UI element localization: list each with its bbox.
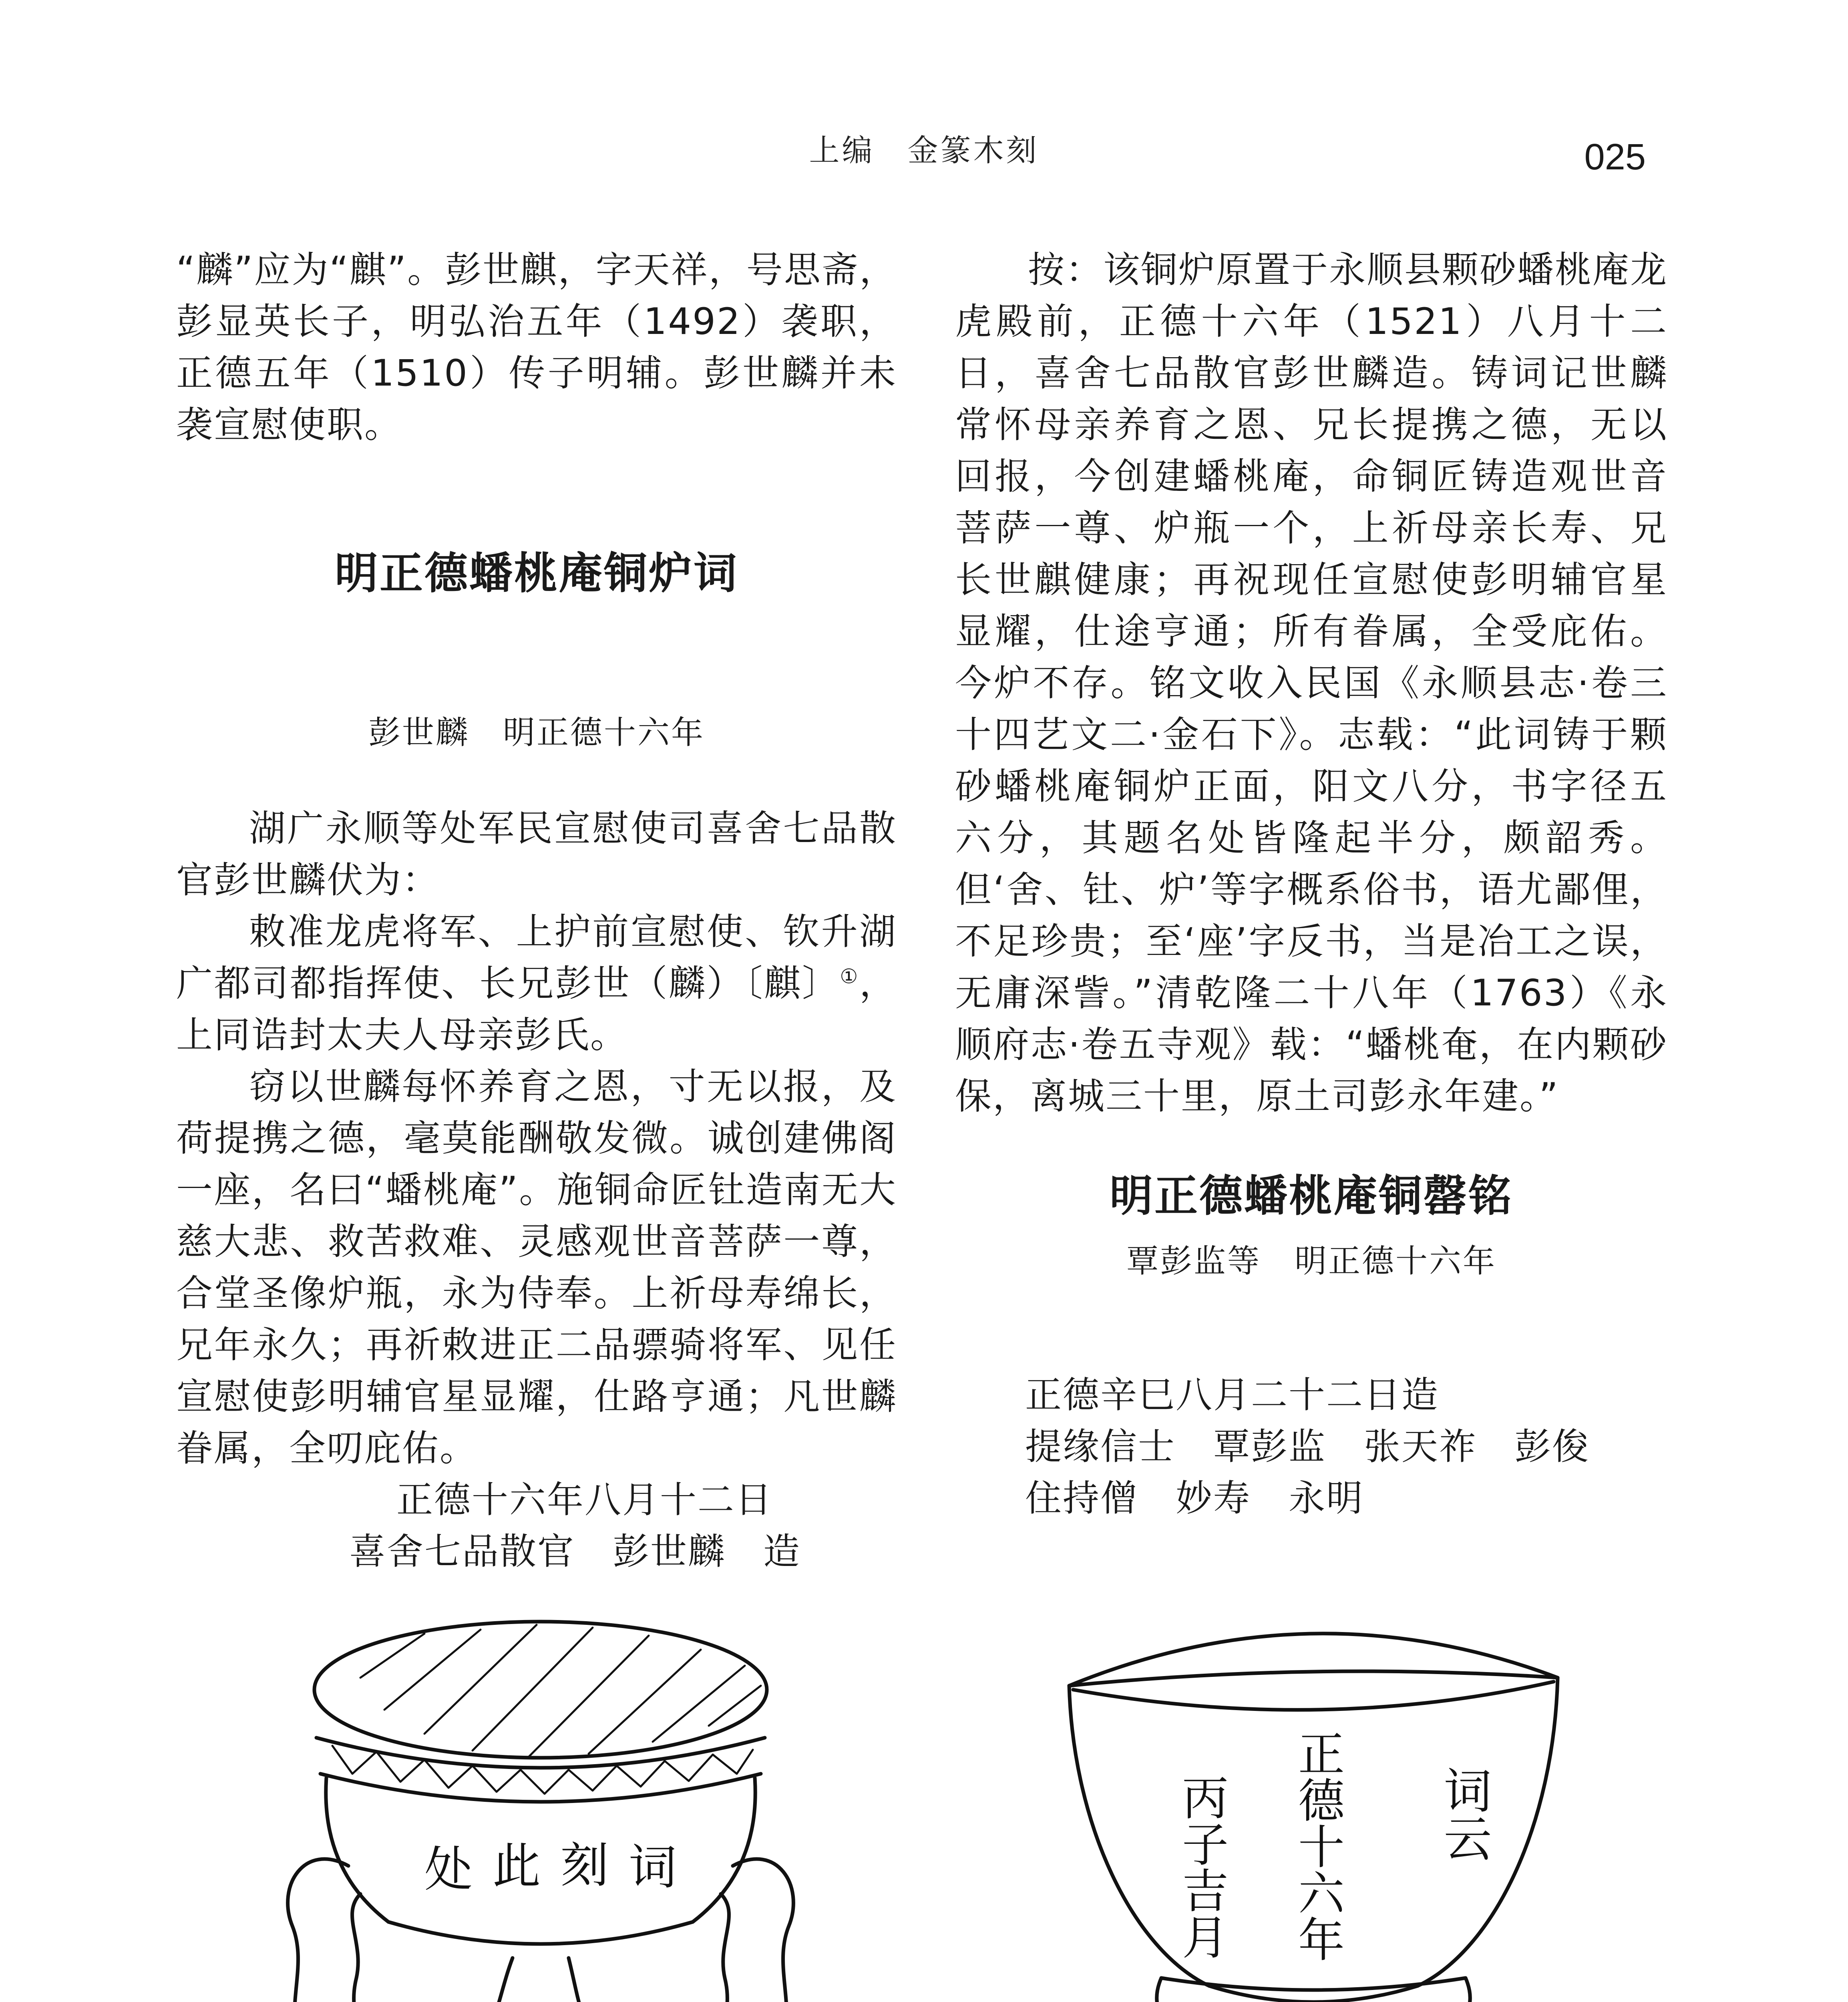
inscription-paragraph: 湖广永顺等处军民宣慰使司喜舍七品散官彭世麟伏为： (176, 808, 897, 901)
inscription-text (176, 803, 897, 1578)
inscription-char: 此 (493, 1839, 541, 1894)
front-leg (479, 1958, 600, 2002)
inscription-line: 住持僧 妙寿 永明 (1025, 1477, 1364, 1520)
inscription-paragraph: 窃以世麟每怀养育之恩，寸无以报，及荷提携之德，毫莫能酬敬发微。诚创建佛阁一座，名曰“蟠桃庵”。施铜命匠钍造南无大慈大悲、救苦救难、灵感观世音菩萨一尊，合堂圣像炉瓶，永为侍奉。上祈母寿绵长，兄年永久；再祈敕进正二品骠骑将军、见任宣慰使彭明辅官星显耀，仕路亨通；凡世麟眷属，全叨庇佑。 (176, 1066, 897, 1469)
section-title: 明正德蟠桃庵铜罄铭 (1109, 1171, 1513, 1221)
chime-drawing (1041, 1602, 1586, 2002)
rim-band (320, 1774, 761, 1802)
running-head: 上编 金篆木刻 (809, 133, 1039, 168)
censer-inscription (424, 1838, 677, 1897)
censer-drawing (256, 1606, 825, 2002)
commentary-paragraph: 按：该铜炉原置于永顺县颗砂蟠桃庵龙虎殿前，正德十六年（1521）八月十二日，喜舍七品散官彭世麟造。铸词记世麟常怀母亲养育之恩、兄长提携之德，无以回报，今创建蟠桃庵，命铜匠铸造观世音菩萨一尊、炉瓶一个，上祈母亲长寿、兄长世麒健康；再祝现任宣慰使彭明辅官星显耀，仕途亨通；所有眷属，全受庇佑。今炉不存。铭文收入民国《永顺县志·卷三十四艺文二·金石下》。志载：“此词铸于颗砂蟠桃庵铜炉正面，阳文八分，书字径五六分，其题名处皆隆起半分，颇韶秀。但‘舍、钍、炉’等字概系俗书，语尤鄙俚，不足珍贵；至‘座’字反书，当是冶工之误，无庸深訾。”清乾隆二十八年（1763）《永顺府志·卷五寺观》载：“蟠桃奄，在内颗砂保，离城三十里，原土司彭永年建。” (955, 249, 1668, 1118)
inscription-column: 词云 (1436, 1766, 1492, 1862)
inscription-column: 丙子吉月 (1174, 1774, 1229, 1960)
censer-svg (256, 1606, 825, 2002)
inscription-line: 提缘信士 覃彭监 张天祚 彭俊 (1025, 1426, 1590, 1468)
rim-top (316, 1738, 765, 1768)
bowl-rim (1069, 1634, 1558, 1686)
footnote-ref[interactable]: ① (840, 965, 859, 988)
section-byline: 覃彭监等 明正德十六年 (1126, 1242, 1496, 1280)
date-line: 正德十六年八月十二日 (396, 1479, 773, 1521)
right-leg (705, 1859, 793, 2002)
inscription-column: 正德十六年 (1290, 1730, 1345, 1962)
signature-line: 喜舍七品散官 彭世麟 造 (349, 1531, 801, 1573)
inscription-text-part: 敕准龙虎将军、上护前宣慰使、钦升湖广都司都指挥使、长兄彭世（麟）〔麒〕 (176, 911, 897, 1005)
inscription-paragraph (176, 906, 897, 1061)
continuation-paragraph: “麟”应为“麒”。彭世麒，字天祥，号思斋，彭显英长子，明弘治五年（1492）袭职，正德五年（1510）传子明辅。彭世麟并未袭宣慰使职。 (176, 249, 897, 446)
section-byline: 彭世麟 明正德十六年 (368, 714, 705, 751)
inscription-text (1025, 1369, 1666, 1524)
inscription-char: 刻 (561, 1838, 609, 1893)
censer-lid (314, 1622, 767, 1758)
inscription-char: 处 (424, 1842, 473, 1897)
chime-svg (1041, 1602, 1586, 2002)
left-leg (288, 1859, 376, 2002)
section-title: 明正德蟠桃庵铜炉词 (334, 549, 738, 599)
page-number: 025 (1584, 137, 1646, 177)
bowl-rim-inner (1073, 1682, 1554, 1710)
inscription-line: 正德辛巳八月二十二日造 (1025, 1374, 1440, 1416)
inscription-text-part: ，上同诰封太夫人母亲彭氏。 (176, 963, 897, 1056)
inscription-char: 词 (629, 1840, 677, 1895)
